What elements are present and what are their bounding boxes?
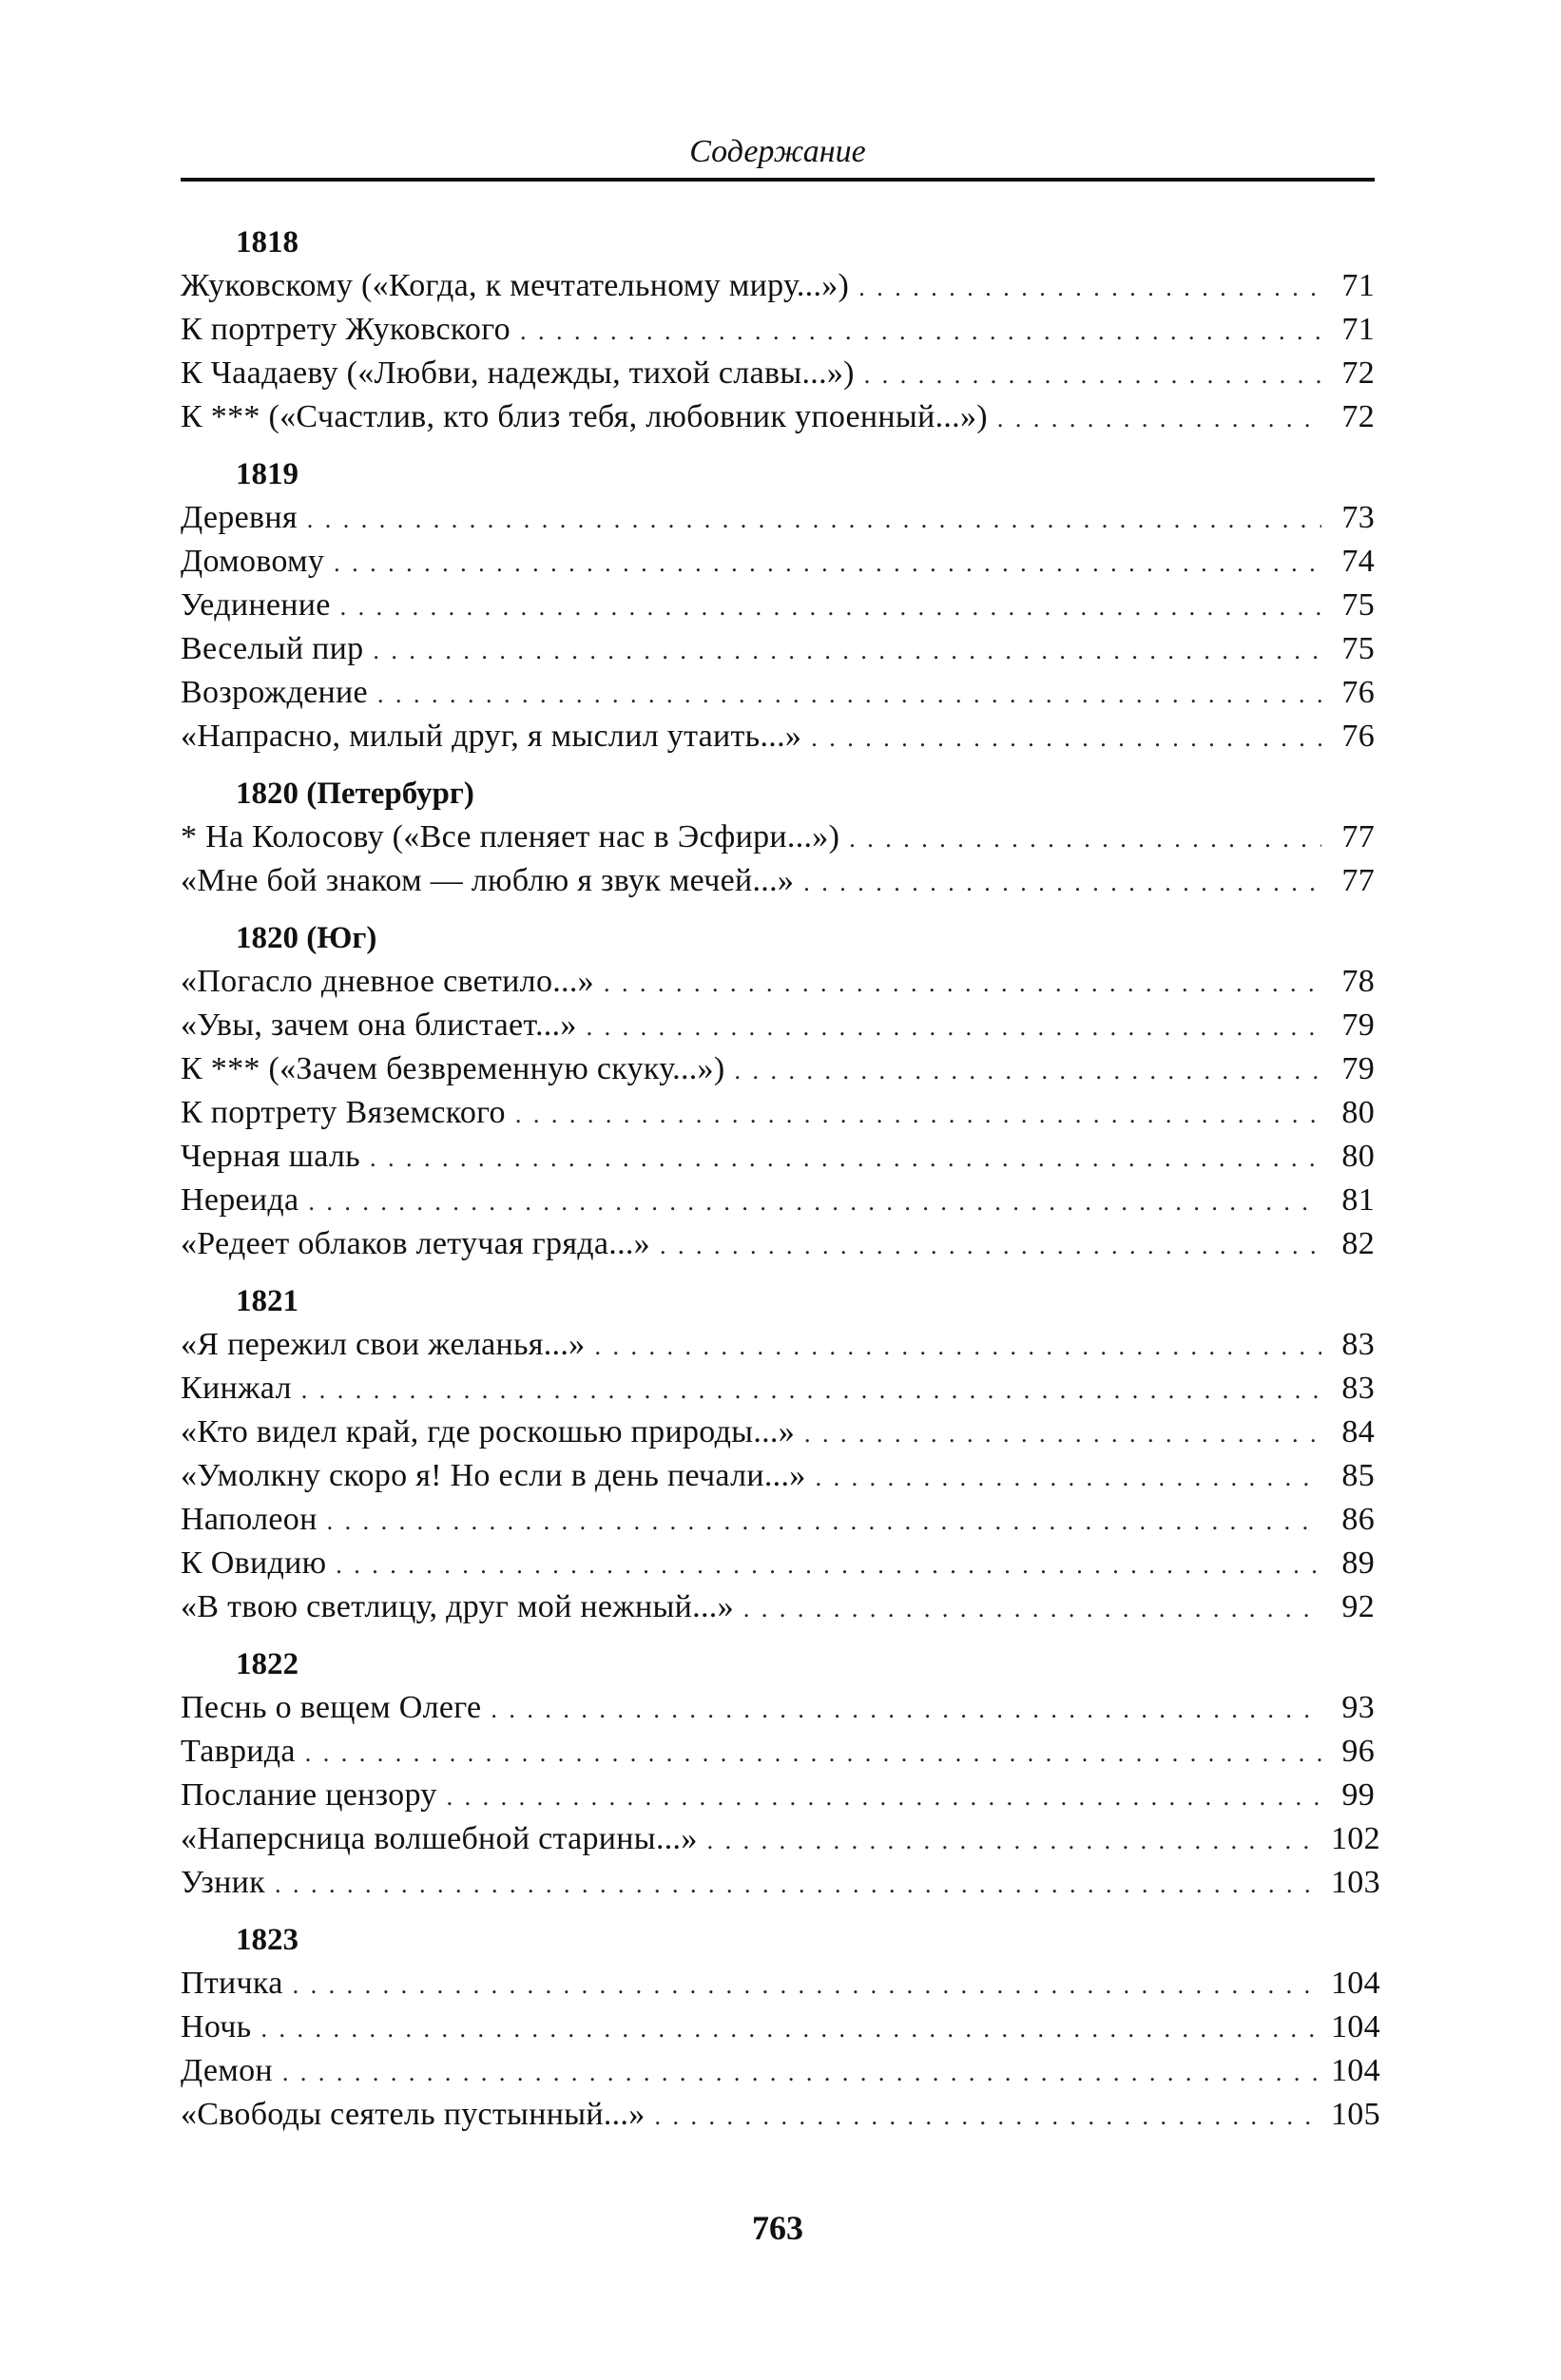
entry-page-number: 92 (1341, 1589, 1375, 1624)
entry-title: Кинжал (181, 1371, 292, 1406)
toc-entry (181, 1861, 1380, 1905)
entry-page-number: 72 (1341, 355, 1375, 391)
toc-entry (181, 1686, 1375, 1730)
entry-title: К *** («Счастлив, кто близ тебя, любовник упоенный...») (181, 399, 988, 434)
entry-page-number: 75 (1341, 587, 1375, 623)
entry-title: Жуковскому («Когда, к мечтательному миру...») (181, 268, 850, 303)
dot-leader (803, 861, 1321, 905)
entry-title: * На Колосову («Все пленяет нас в Эсфири...») (181, 819, 840, 854)
entry-page-number: 103 (1331, 1865, 1380, 1900)
dot-leader (275, 1863, 1321, 1907)
toc-entry (181, 627, 1375, 671)
dot-leader (327, 1500, 1321, 1544)
toc-entry (181, 352, 1375, 395)
dot-leader (293, 1964, 1321, 2007)
toc-section (181, 916, 1375, 1266)
entry-page-number: 78 (1341, 964, 1375, 999)
entry-title: «Увы, зачем она блистает...» (181, 1008, 577, 1043)
toc-entry (181, 715, 1375, 758)
toc-entry (181, 1179, 1375, 1222)
entry-title: «Наперсница волшебной старины...» (181, 1821, 698, 1856)
entry-page-number: 82 (1341, 1226, 1375, 1261)
entry-title: Уединение (181, 587, 331, 623)
entry-title: «Погасло дневное светило...» (181, 964, 594, 999)
entry-title: Послание цензору (181, 1777, 437, 1813)
section-year: 1819 (236, 457, 299, 491)
dot-leader (447, 1775, 1321, 1819)
toc-entry (181, 496, 1375, 540)
toc-entry (181, 2093, 1380, 2137)
dot-leader (282, 2051, 1321, 2095)
entry-title: К портрету Жуковского (181, 312, 511, 347)
section-year: 1823 (236, 1923, 299, 1957)
toc-section (181, 772, 1375, 903)
table-of-contents (181, 221, 1380, 2150)
toc-entry (181, 1004, 1375, 1047)
toc-entry (181, 540, 1375, 584)
dot-leader (604, 962, 1321, 1006)
entry-page-number: 93 (1341, 1690, 1375, 1725)
entry-page-number: 104 (1331, 2053, 1380, 2088)
dot-leader (587, 1006, 1321, 1049)
toc-entry (181, 816, 1375, 859)
toc-entry (181, 308, 1375, 352)
entry-title: Узник (181, 1865, 265, 1900)
entry-title: Песнь о вещем Олеге (181, 1690, 482, 1725)
dot-leader (858, 266, 1321, 310)
dot-leader (260, 2007, 1321, 2051)
entry-title: Наполеон (181, 1502, 318, 1537)
dot-leader (816, 1456, 1321, 1500)
toc-section (181, 1279, 1375, 1629)
entry-page-number: 71 (1341, 268, 1375, 303)
entry-title: «Редеет облаков летучая гряда...» (181, 1226, 650, 1261)
entry-title: Таврида (181, 1734, 296, 1769)
toc-entry (181, 1454, 1375, 1498)
section-year: 1822 (236, 1647, 299, 1681)
dot-leader (377, 673, 1321, 717)
entry-page-number: 76 (1341, 719, 1375, 754)
dot-leader (370, 1137, 1321, 1180)
header-rule (181, 178, 1375, 182)
dot-leader (734, 1049, 1321, 1093)
entry-page-number: 96 (1341, 1734, 1375, 1769)
entry-title: «Кто видел край, где роскошью природы...» (181, 1414, 796, 1449)
dot-leader (491, 1688, 1321, 1732)
toc-entry (181, 1411, 1375, 1454)
dot-leader (520, 310, 1321, 354)
toc-entry (181, 1730, 1375, 1774)
toc-entry (181, 1817, 1380, 1861)
dot-leader (305, 1732, 1321, 1775)
dot-leader (811, 717, 1321, 760)
dot-leader (594, 1325, 1321, 1369)
toc-entry (181, 1774, 1375, 1817)
toc-entry (181, 1222, 1375, 1266)
entry-title: «В твою светлицу, друг мой нежный...» (181, 1589, 734, 1624)
entry-title: К портрету Вяземского (181, 1095, 506, 1130)
entry-title: Черная шаль (181, 1139, 360, 1174)
toc-entry (181, 395, 1375, 439)
section-year: 1821 (236, 1284, 299, 1318)
entry-title: Демон (181, 2053, 273, 2088)
toc-entry (181, 960, 1375, 1004)
entry-title: Возрождение (181, 675, 368, 710)
toc-entry (181, 1962, 1380, 2006)
entry-title: К *** («Зачем безвременную скуку...») (181, 1051, 725, 1086)
toc-entry (181, 1047, 1375, 1091)
entry-title: Нереида (181, 1182, 299, 1218)
entry-title: Ночь (181, 2009, 252, 2044)
toc-entry (181, 2049, 1380, 2093)
entry-title: «Напрасно, милый друг, я мыслил утаить...» (181, 719, 802, 754)
entry-title: К Чаадаеву («Любви, надежды, тихой славы...») (181, 355, 855, 391)
toc-entry (181, 584, 1375, 627)
toc-entry (181, 264, 1375, 308)
entry-title: «Свободы сеятель пустынный...» (181, 2097, 646, 2132)
entry-title: Домовому (181, 544, 325, 579)
entry-title: «Умолкну скоро я! Но если в день печали...» (181, 1458, 806, 1493)
dot-leader (707, 1819, 1321, 1863)
toc-entry (181, 1498, 1375, 1542)
dot-leader (997, 397, 1321, 441)
dot-leader (307, 498, 1321, 542)
entry-page-number: 85 (1341, 1458, 1375, 1493)
dot-leader (743, 1587, 1321, 1631)
toc-entry (181, 1367, 1375, 1411)
entry-page-number: 81 (1341, 1182, 1375, 1218)
running-title: Содержание (689, 134, 866, 169)
entry-title: Птичка (181, 1966, 283, 2001)
entry-page-number: 76 (1341, 675, 1375, 710)
entry-page-number: 77 (1341, 863, 1375, 898)
entry-page-number: 80 (1341, 1095, 1375, 1130)
dot-leader (334, 542, 1321, 585)
entry-title: «Мне бой знаком — люблю я звук мечей...» (181, 863, 795, 898)
section-year: 1818 (236, 225, 299, 259)
entry-page-number: 104 (1331, 2009, 1380, 2044)
toc-entry (181, 2006, 1380, 2049)
entry-page-number: 83 (1341, 1327, 1375, 1362)
entry-page-number: 72 (1341, 399, 1375, 434)
dot-leader (864, 354, 1321, 397)
entry-page-number: 77 (1341, 819, 1375, 854)
toc-entry (181, 1323, 1375, 1367)
toc-entry (181, 1091, 1375, 1135)
entry-page-number: 84 (1341, 1414, 1375, 1449)
entry-title: «Я пережил свои желанья...» (181, 1327, 586, 1362)
entry-page-number: 83 (1341, 1371, 1375, 1406)
entry-page-number: 80 (1341, 1139, 1375, 1174)
toc-entry (181, 859, 1375, 903)
entry-page-number: 86 (1341, 1502, 1375, 1537)
dot-leader (301, 1369, 1321, 1412)
dot-leader (515, 1093, 1321, 1137)
dot-leader (308, 1180, 1321, 1224)
dot-leader (660, 1224, 1321, 1268)
entry-page-number: 102 (1331, 1821, 1380, 1856)
toc-entry (181, 1585, 1375, 1629)
entry-page-number: 71 (1341, 312, 1375, 347)
dot-leader (336, 1544, 1321, 1587)
entry-page-number: 104 (1331, 1966, 1380, 2001)
entry-page-number: 74 (1341, 544, 1375, 579)
dot-leader (849, 817, 1321, 861)
dot-leader (804, 1412, 1321, 1456)
entry-title: Веселый пир (181, 631, 364, 666)
entry-page-number: 89 (1341, 1545, 1375, 1581)
entry-page-number: 105 (1331, 2097, 1380, 2132)
toc-entry (181, 671, 1375, 715)
toc-section (181, 221, 1375, 439)
entry-page-number: 73 (1341, 500, 1375, 535)
toc-section (181, 1642, 1380, 1905)
entry-page-number: 99 (1341, 1777, 1375, 1813)
toc-entry (181, 1542, 1375, 1585)
toc-entry (181, 1135, 1375, 1179)
dot-leader (655, 2095, 1321, 2139)
entry-title: К Овидию (181, 1545, 327, 1581)
toc-section (181, 1918, 1380, 2137)
toc-section (181, 452, 1375, 758)
entry-title: Деревня (181, 500, 298, 535)
section-year: 1820 (Юг) (236, 921, 377, 955)
section-year: 1820 (Петербург) (236, 777, 474, 811)
dot-leader (340, 585, 1321, 629)
entry-page-number: 79 (1341, 1008, 1375, 1043)
entry-page-number: 75 (1341, 631, 1375, 666)
page-number: 763 (752, 2209, 803, 2247)
dot-leader (373, 629, 1321, 673)
entry-page-number: 79 (1341, 1051, 1375, 1086)
